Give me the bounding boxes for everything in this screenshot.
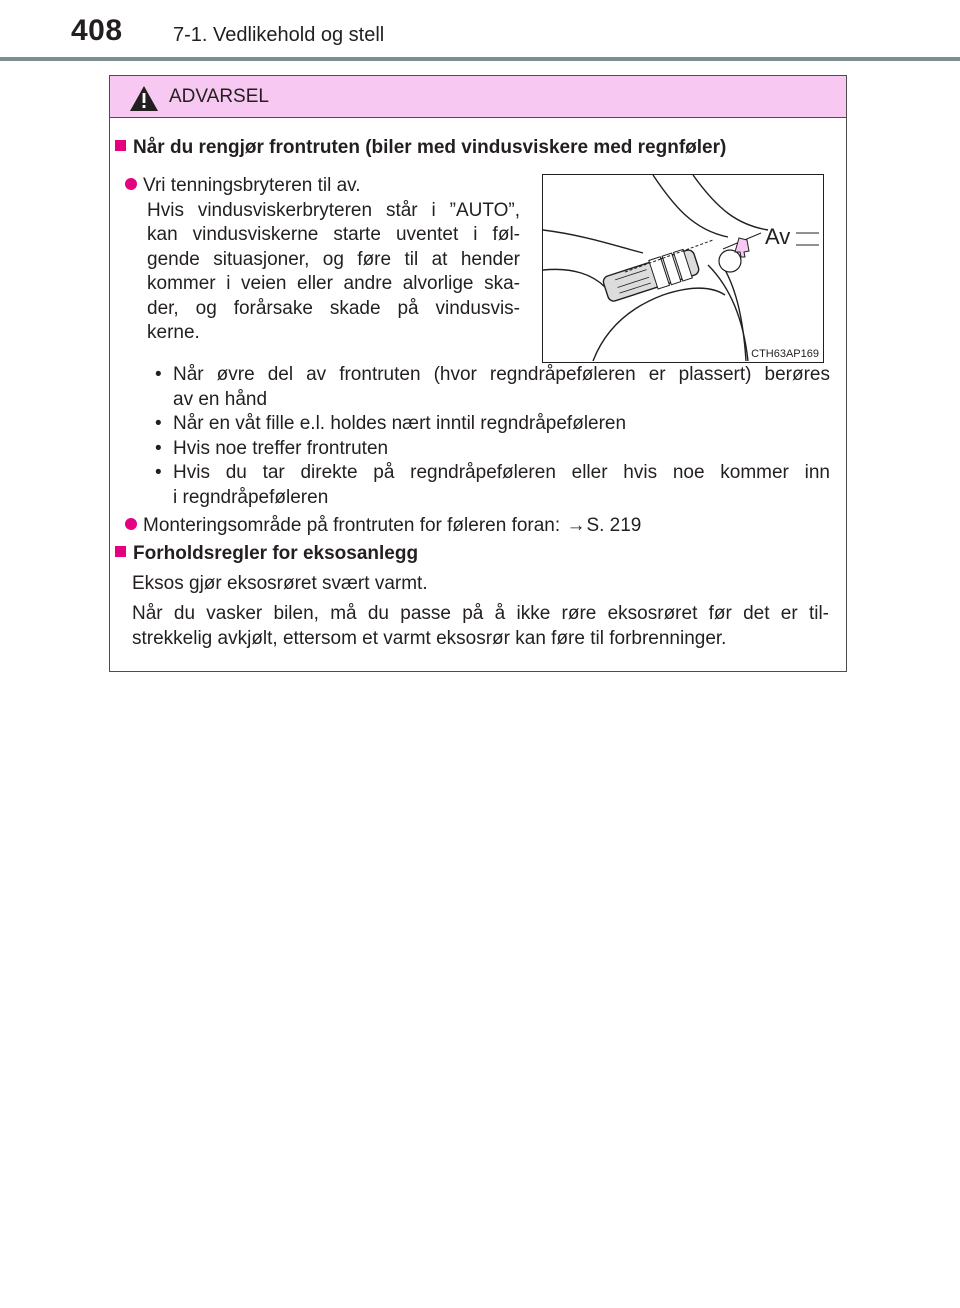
sub-bullet-line: av en hånd [173,388,268,410]
item1-line: Vri tenningsbryteren til av. [143,175,361,196]
warning-title: ADVARSEL [169,86,269,107]
round-bullet-icon [125,178,137,190]
item1-line: kommer i veien eller andre alvorlige ska- [147,273,520,294]
sub-bullet-line: Hvis du tar direkte på regndråpeføleren eller hvis noe kommer inn [173,462,830,483]
square-bullet-icon [115,546,126,557]
exhaust-para2-line: Når du vasker bilen, må du passe på å ikke røre eksosrøret før det er til- [132,603,829,624]
item1-line: der, og forårsake skade på vindusvis- [147,297,520,319]
item1-line: kan vindusviskerne starte uventet i føl- [147,224,520,245]
section-title: 7-1. Vedlikehold og stell [173,24,385,46]
item1-line: gende situasjoner, og føre til at hender [147,248,520,270]
bullet-dot-icon: • [155,364,162,385]
header-rule [0,57,960,61]
section1-heading-text: Når du rengjør frontruten (biler med vindusviskere med regnføler) [133,137,727,158]
item1-line: kerne. [147,322,200,343]
figure-code: CTH63AP169 [751,348,819,360]
square-bullet-icon [115,140,126,151]
exhaust-para2-line: strekkelig avkjølt, ettersom et varmt eksosrør kan føre til forbrenninger. [132,627,727,649]
warning-box [109,75,847,672]
page-reference-arrow-icon: → [566,515,586,536]
warning-triangle-icon [129,85,159,112]
steering-column-illustration [543,175,822,361]
sub-bullet-line: Når en våt fille e.l. holdes nært inntil regndråpeføleren [173,413,627,434]
warning-header [110,76,846,118]
figure-label-off: Av [765,224,791,249]
item1-body [147,199,520,346]
exhaust-para2 [132,602,829,651]
wiper-switch-figure [542,174,824,363]
item-sensor-mounting [125,514,825,539]
page-number: 408 [71,14,123,47]
sub-bullet-line: Når øvre del av frontruten (hvor regndråpeføleren er plassert) berøres [173,364,830,385]
sub-bullet-line: i regndråpeføleren [173,486,329,508]
exhaust-para1: Eksos gjør eksosrøret svært varmt. [132,573,428,594]
bullet-dot-icon: • [155,437,162,459]
section1-heading [115,136,840,161]
page-reference-link[interactable]: S. 219 [586,515,642,536]
item2-text: Monteringsområde på frontruten for føleren foran: [143,515,561,536]
section2-heading-text: Forholdsregler for eksosanlegg [133,543,419,564]
section2-heading [115,542,840,567]
item-ignition [125,174,520,199]
round-bullet-icon [125,518,137,530]
bullet-dot-icon: • [155,462,162,483]
sub-bullet-line: Hvis noe treffer frontruten [173,437,389,459]
bullet-dot-icon: • [155,413,162,434]
item1-line: Hvis vindusviskerbryteren står i ”AUTO”, [147,199,520,221]
